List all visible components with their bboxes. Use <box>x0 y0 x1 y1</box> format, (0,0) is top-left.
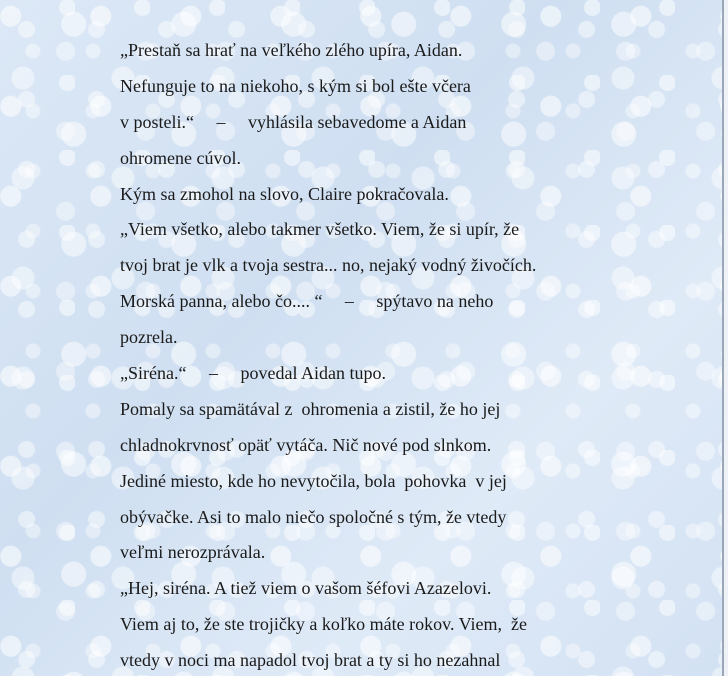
page-edge-strip <box>724 0 728 676</box>
text-line: „Viem všetko, alebo takmer všetko. Viem, že si upír, že <box>120 219 520 240</box>
text-line: „Prestaň sa hrať na veľkého zlého upíra, Aidan. <box>120 40 463 60</box>
text-line: „Hej, siréna. A tiež viem o vašom šéfovi Azazelovi. <box>120 578 492 599</box>
text-line: Jediné miesto, kde ho nevytočila, bola pohovka v jej <box>120 470 507 491</box>
text-line: ohromene cúvol. <box>120 147 241 168</box>
text-line: chladnokrvnosť opäť vytáča. Nič nové pod slnkom. <box>120 434 492 455</box>
text-line: Viem aj to, že ste trojičky a koľko máte rokov. Viem, že <box>120 614 528 635</box>
text-line: obývačke. Asi to malo niečo spoločné s tým, že vtedy <box>120 506 507 527</box>
text-line: „Siréna.“ – povedal Aidan tupo. <box>120 363 386 384</box>
text-line: Nefunguje to na niekoho, s kým si bol ešte včera <box>120 75 471 96</box>
text-line: Morská panna, alebo čo.... “ – spýtavo na neho <box>120 291 494 312</box>
text-line: vtedy v noci ma napadol tvoj brat a ty si ho nezahnal <box>120 650 501 671</box>
text-line: tvoj brat je vlk a tvoja sestra... no, nejaký vodný živočích. <box>120 255 537 276</box>
text-line: pozrela. <box>120 327 178 348</box>
document-text <box>120 38 620 676</box>
text-line: Pomaly sa spamätával z ohromenia a zistil, že ho jej <box>120 398 501 419</box>
text-line: v posteli.“ – vyhlásila sebavedome a Aidan <box>120 111 467 132</box>
text-line: Kým sa zmohol na slovo, Claire pokračovala. <box>120 183 449 204</box>
text-line: veľmi nerozprávala. <box>120 542 266 563</box>
